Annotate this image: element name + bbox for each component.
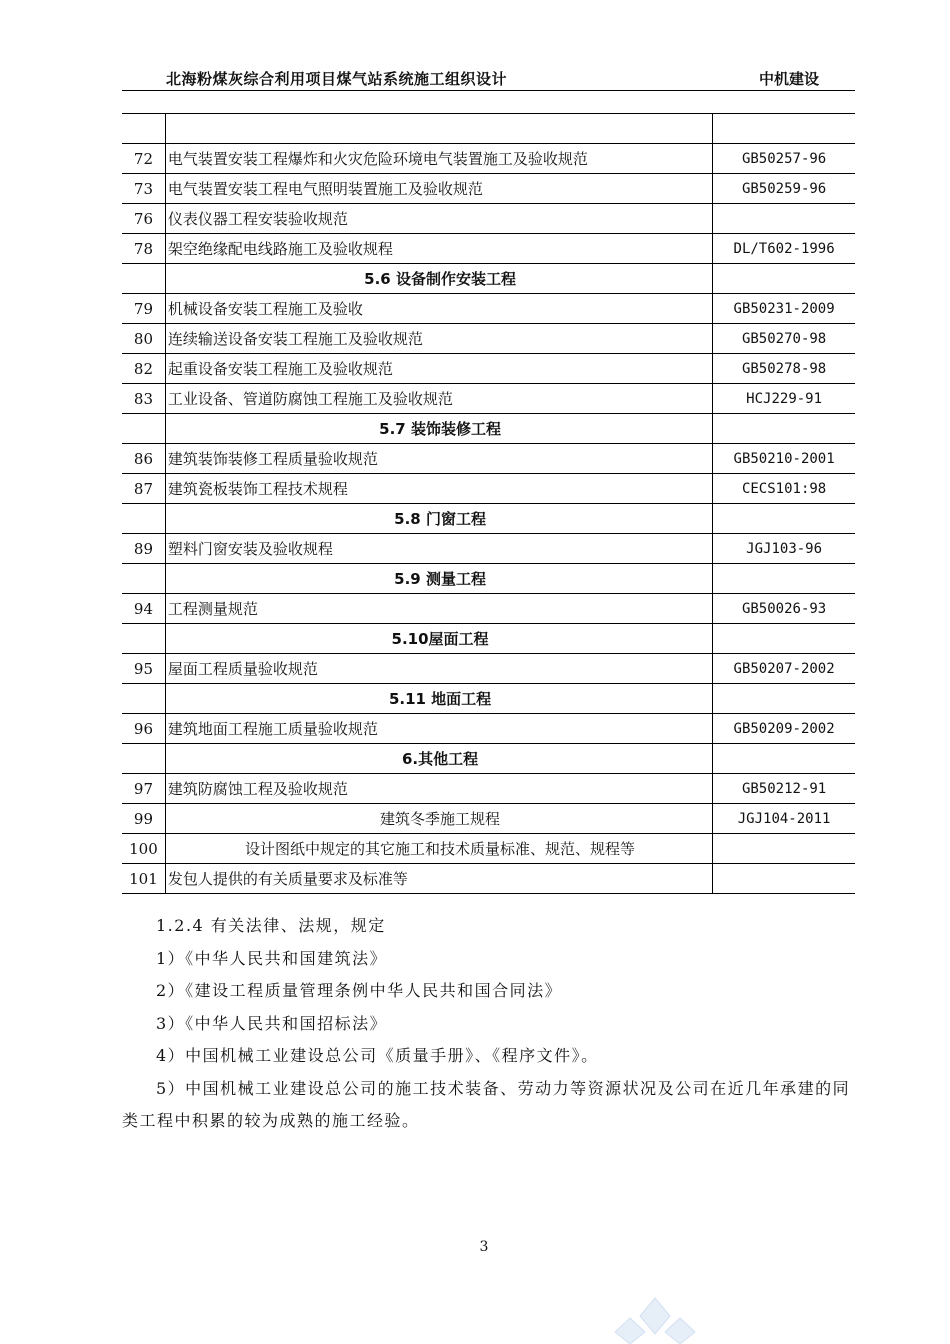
row-number-cell: 72 bbox=[122, 144, 165, 174]
row-number-cell: 99 bbox=[122, 804, 165, 834]
table-row bbox=[122, 474, 855, 504]
standard-code-cell: GB50210-2001 bbox=[713, 444, 855, 474]
watermark-logo-icon bbox=[590, 1296, 720, 1344]
row-number-cell bbox=[122, 624, 165, 654]
standard-code-cell: GB50278-98 bbox=[713, 354, 855, 384]
table-row bbox=[122, 234, 855, 264]
standard-name-cell: 5.6 设备制作安装工程 bbox=[165, 264, 712, 294]
standard-code-cell: GB50207-2002 bbox=[713, 654, 855, 684]
row-number-cell: 76 bbox=[122, 204, 165, 234]
table-row bbox=[122, 534, 855, 564]
row-number-cell bbox=[122, 744, 165, 774]
row-number-cell bbox=[122, 684, 165, 714]
standards-table bbox=[122, 113, 855, 894]
standard-name-cell: 建筑冬季施工规程 bbox=[165, 804, 712, 834]
standard-name-cell: 5.7 装饰装修工程 bbox=[165, 414, 712, 444]
standard-code-cell: CECS101:98 bbox=[713, 474, 855, 504]
standard-code-cell bbox=[713, 834, 855, 864]
standard-name-cell: 仪表仪器工程安装验收规范 bbox=[165, 204, 712, 234]
row-number-cell bbox=[122, 564, 165, 594]
table-row bbox=[122, 864, 855, 894]
section-row bbox=[122, 564, 855, 594]
row-number-cell: 80 bbox=[122, 324, 165, 354]
standard-code-cell bbox=[713, 204, 855, 234]
standard-code-cell bbox=[713, 264, 855, 294]
standard-name-cell: 5.11 地面工程 bbox=[165, 684, 712, 714]
row-number-cell: 82 bbox=[122, 354, 165, 384]
section-row bbox=[122, 414, 855, 444]
regulations-section bbox=[122, 910, 857, 1138]
standard-code-cell bbox=[713, 414, 855, 444]
table-row bbox=[122, 834, 855, 864]
section-row bbox=[122, 624, 855, 654]
row-number-cell: 97 bbox=[122, 774, 165, 804]
standard-code-cell bbox=[713, 744, 855, 774]
list-item: 4）中国机械工业建设总公司《质量手册》、《程序文件》。 bbox=[156, 1046, 599, 1065]
standard-code-cell bbox=[713, 114, 855, 144]
table-row bbox=[122, 144, 855, 174]
row-number-cell: 83 bbox=[122, 384, 165, 414]
table-row bbox=[122, 324, 855, 354]
table-row bbox=[122, 444, 855, 474]
standard-name-cell: 5.10屋面工程 bbox=[165, 624, 712, 654]
table-row bbox=[122, 714, 855, 744]
standard-name-cell: 建筑地面工程施工质量验收规范 bbox=[165, 714, 712, 744]
standard-code-cell: DL/T602-1996 bbox=[713, 234, 855, 264]
row-number-cell bbox=[122, 114, 165, 144]
standard-code-cell: GB50259-96 bbox=[713, 174, 855, 204]
standard-name-cell: 连续输送设备安装工程施工及验收规范 bbox=[165, 324, 712, 354]
standard-name-cell: 建筑防腐蚀工程及验收规范 bbox=[165, 774, 712, 804]
table-row bbox=[122, 774, 855, 804]
row-number-cell: 95 bbox=[122, 654, 165, 684]
standard-code-cell: GB50231-2009 bbox=[713, 294, 855, 324]
standard-code-cell: GB50270-98 bbox=[713, 324, 855, 354]
standard-code-cell: GB50257-96 bbox=[713, 144, 855, 174]
section-row bbox=[122, 684, 855, 714]
standard-name-cell: 机械设备安装工程施工及验收 bbox=[165, 294, 712, 324]
standard-code-cell: GB50209-2002 bbox=[713, 714, 855, 744]
row-number-cell: 87 bbox=[122, 474, 165, 504]
row-number-cell: 86 bbox=[122, 444, 165, 474]
standard-code-cell bbox=[713, 624, 855, 654]
page-header bbox=[122, 68, 855, 91]
section-heading: 1.2.4 有关法律、法规，规定 bbox=[156, 916, 386, 935]
document-title: 北海粉煤灰综合利用项目煤气站系统施工组织设计 bbox=[166, 70, 508, 88]
standard-code-cell: GB50212-91 bbox=[713, 774, 855, 804]
list-item: 3）《中华人民共和国招标法》 bbox=[156, 1013, 388, 1033]
standard-code-cell bbox=[713, 684, 855, 714]
page-number: 3 bbox=[479, 1239, 489, 1255]
standard-code-cell: JGJ103-96 bbox=[713, 534, 855, 564]
list-item: 5）中国机械工业建设总公司的施工技术装备、劳动力等资源状况及公司在近几年承建的同类工程中积累的较为成熟的施工经验。 bbox=[122, 1078, 851, 1130]
table-row bbox=[122, 384, 855, 414]
standard-code-cell bbox=[713, 864, 855, 894]
row-number-cell: 78 bbox=[122, 234, 165, 264]
standard-name-cell: 发包人提供的有关质量要求及标准等 bbox=[165, 864, 712, 894]
row-number-cell: 73 bbox=[122, 174, 165, 204]
standard-name-cell: 6.其他工程 bbox=[165, 744, 712, 774]
table-row bbox=[122, 594, 855, 624]
standard-code-cell: GB50026-93 bbox=[713, 594, 855, 624]
table-row bbox=[122, 114, 855, 144]
standard-name-cell bbox=[165, 114, 712, 144]
row-number-cell: 79 bbox=[122, 294, 165, 324]
standard-name-cell: 电气装置安装工程电气照明装置施工及验收规范 bbox=[165, 174, 712, 204]
standard-code-cell: JGJ104-2011 bbox=[713, 804, 855, 834]
row-number-cell bbox=[122, 264, 165, 294]
standard-name-cell: 设计图纸中规定的其它施工和技术质量标准、规范、规程等 bbox=[165, 834, 712, 864]
row-number-cell: 100 bbox=[122, 834, 165, 864]
standard-name-cell: 建筑装饰装修工程质量验收规范 bbox=[165, 444, 712, 474]
row-number-cell bbox=[122, 414, 165, 444]
row-number-cell: 96 bbox=[122, 714, 165, 744]
standard-name-cell: 架空绝缘配电线路施工及验收规程 bbox=[165, 234, 712, 264]
standard-name-cell: 电气装置安装工程爆炸和火灾危险环境电气装置施工及验收规范 bbox=[165, 144, 712, 174]
section-row bbox=[122, 504, 855, 534]
table-row bbox=[122, 204, 855, 234]
section-row bbox=[122, 744, 855, 774]
standard-name-cell: 工业设备、管道防腐蚀工程施工及验收规范 bbox=[165, 384, 712, 414]
list-item: 1）《中华人民共和国建筑法》 bbox=[156, 948, 388, 968]
standard-code-cell bbox=[713, 564, 855, 594]
table-row bbox=[122, 354, 855, 384]
table-row bbox=[122, 654, 855, 684]
row-number-cell bbox=[122, 504, 165, 534]
standard-code-cell bbox=[713, 504, 855, 534]
standard-name-cell: 屋面工程质量验收规范 bbox=[165, 654, 712, 684]
company-name: 中机建设 bbox=[758, 70, 819, 88]
table-row bbox=[122, 804, 855, 834]
standard-name-cell: 塑料门窗安装及验收规程 bbox=[165, 534, 712, 564]
row-number-cell: 94 bbox=[122, 594, 165, 624]
row-number-cell: 101 bbox=[122, 864, 165, 894]
standard-name-cell: 工程测量规范 bbox=[165, 594, 712, 624]
section-row bbox=[122, 264, 855, 294]
standard-name-cell: 起重设备安装工程施工及验收规范 bbox=[165, 354, 712, 384]
standard-name-cell: 建筑瓷板装饰工程技术规程 bbox=[165, 474, 712, 504]
standard-name-cell: 5.8 门窗工程 bbox=[165, 504, 712, 534]
row-number-cell: 89 bbox=[122, 534, 165, 564]
table-row bbox=[122, 294, 855, 324]
standard-name-cell: 5.9 测量工程 bbox=[165, 564, 712, 594]
table-row bbox=[122, 174, 855, 204]
standard-code-cell: HCJ229-91 bbox=[713, 384, 855, 414]
list-item: 2）《建设工程质量管理条例中华人民共和国合同法》 bbox=[156, 981, 563, 1000]
